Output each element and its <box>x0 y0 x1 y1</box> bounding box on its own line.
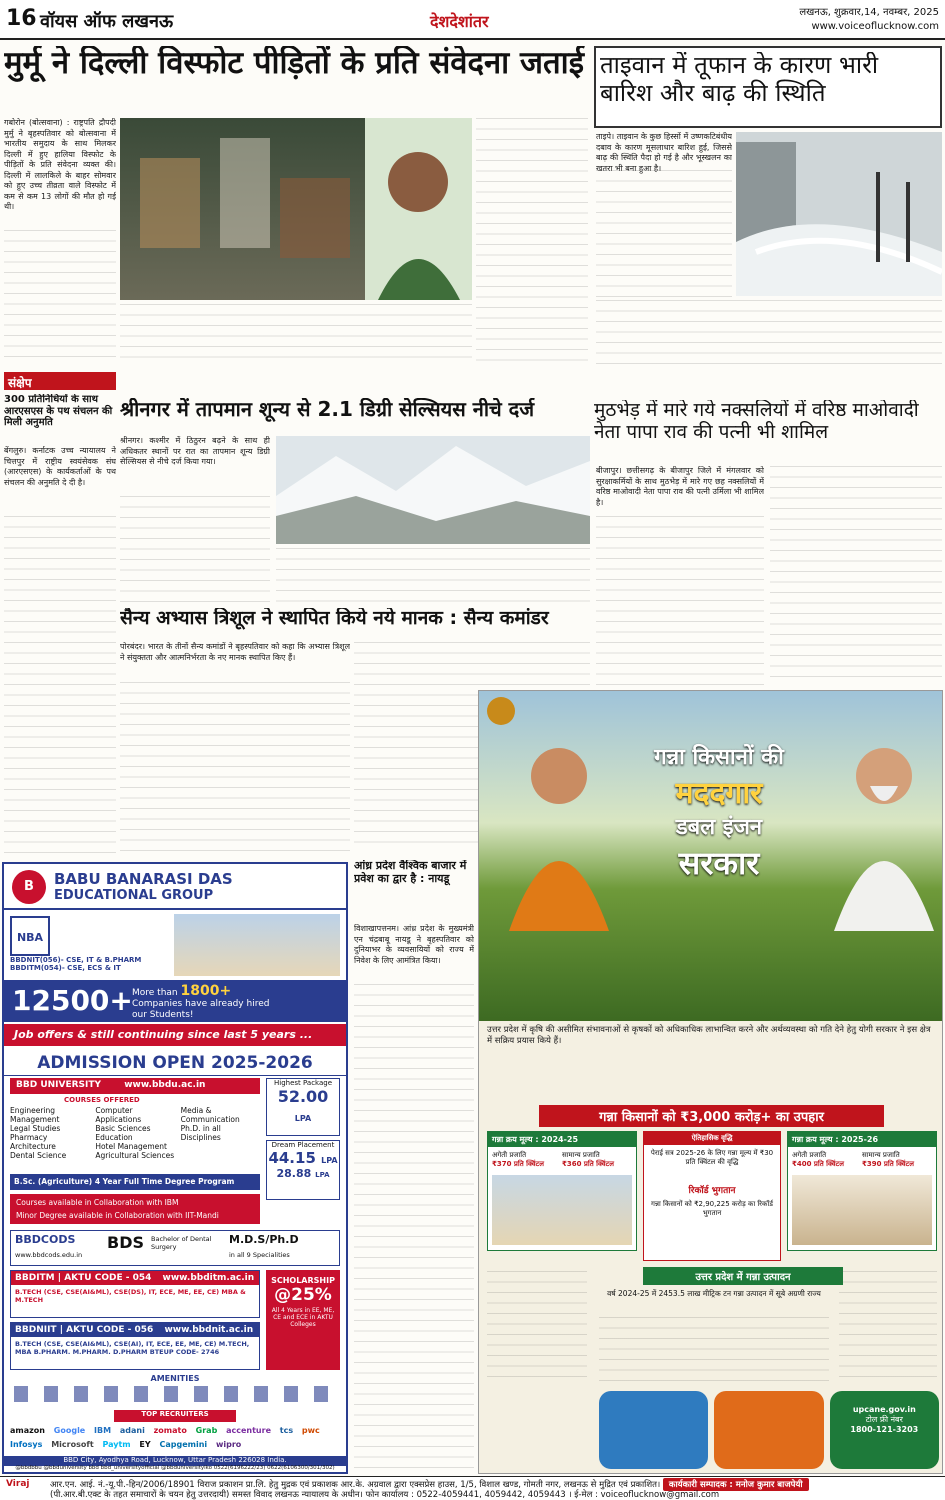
bbd-group-name: BABU BANARASI DAS <box>54 870 233 888</box>
kashmir-lead: श्रीनगर। कश्मीर में ठिठुरन बढ़ने के साथ ही अधिकतर स्थानों पर रात का तापमान शून्य डिग्री सेल्सियस से नीचे दर्ज किया गया। <box>120 436 270 466</box>
bsc-program-banner: B.Sc. (Agriculture) 4 Year Full Time Degree Program <box>10 1174 260 1190</box>
murmu-headline: मुर्मू ने दिल्ली विस्फोट पीड़ितों के प्रति संवेदना जताई <box>4 46 584 81</box>
govt-body: उत्तर प्रदेश में कृषि की असीमित संभावनाओं से कृषकों को अधिकाधिक लाभान्वित करने और अर्थव्यवस्था को गति देने हेतु योगी सरकार ने इस क्षेत्र में सक्रिय प्रयास किये हैं। <box>487 1025 931 1046</box>
cm-portrait <box>499 731 619 931</box>
highest-package-badge: Highest Package 52.00 LPA <box>266 1078 340 1136</box>
govt-heading-1: गन्ना किसानों की <box>654 745 784 770</box>
editor-label: कार्यकारी सम्पादक : मनोज कुमार बाजपेयी <box>663 1478 809 1491</box>
upcane-site-link[interactable]: upcane.gov.in <box>852 1405 916 1414</box>
courses-title: COURSES OFFERED <box>64 1096 140 1104</box>
recruiters-title: TOP RECRUITERS <box>114 1410 236 1422</box>
up-govt-emblem <box>487 697 515 725</box>
dateline: लखनऊ, शुक्रवार,14, नवम्बर, 2025 www.voiceoflucknow.com <box>799 7 939 32</box>
bbd-group-subname: EDUCATIONAL GROUP <box>54 888 214 903</box>
placements-tagline: Job offers & still continuing since last 5 years ... <box>4 1024 346 1046</box>
govt-heading-2: मददगार <box>675 776 763 811</box>
amenities-row <box>14 1386 336 1402</box>
publisher-logo: Viraj <box>6 1479 30 1489</box>
campus-photo <box>174 914 340 976</box>
bbdu-site-link[interactable]: www.bbdu.ac.in <box>124 1080 206 1090</box>
govt-heading-3: डबल इंजन <box>675 815 763 840</box>
kashmir-photo <box>276 436 590 544</box>
bbd-advertisement[interactable]: B BABU BANARASI DAS EDUCATIONAL GROUP NBA BBDNIT(056)- CSE, IT & B.PHARM BBDITM(054)- CSE, ECS & IT 12500+ More than 1800+ Companies have already hired our Students! Job offers & still continuing since last 5 years ... ADMISSION OPEN 2025-2026 BBD UNIVERSITY www.bbdu.ac.in COURSES OFFERED Engineering Management Legal Studies Pharmacy Architecture Dental Science Computer Applications Basic Sciences Education Hotel Management Agricultural Sciences Media & Communication Ph.D. in all Disciplines Highest Package 52.00 LPA Dream Placement 44.15 LPA 28.88 LPA B.Sc. (Agriculture) 4 Year Full Time Degree Program Courses available in Collaboration with IBM Minor Degree available in Collaboration with IIT-Mandi BBDCODS www.bbdcods.edu.in BDS Bachelor of Dental Surgery M.D.S/Ph.D in all 9 Specialities BBDITM | AKTU CODE - 054 www.bbditm.ac.in B.TECH (CSE, CSE(AI&ML), CSE(DS), IT, ECE, ME, EE, CE) MBA & M.TECH BBDNIIT | AKTU CODE - 056 www.bbdnit.ac.in B.TECH (CSE, CSE(AI&ML), CSE(AI), IT, ECE, EE, ME, CE) M.TECH, MBA B.PHARM. M.PHARM. D.PHARM BTEUP CODE- 2746 SCHOLARSHIP @25% All 4 Years in EE, ME, CE and ECE in AKTU Colleges AMENITIES TOP RECRUITERS amazon Google IBM adani zomato Grab accenture tcs pwc Infosys Microsoft Paytm EY Capgemini wipro BBD City, Ayodhya Road, Lucknow, Uttar Pradesh 226028 India. @bbdbbu @bbduniversity bbd bbd_universityofficial @bbduniversitylko 0522(6196222/23) 0622(6106300/301/302) <box>2 862 348 1474</box>
govt-heading-4: सरकार <box>678 844 760 882</box>
dream-package-badge: Dream Placement 44.15 LPA 28.88 LPA <box>266 1140 340 1200</box>
sidebar-headline: 300 प्रतिनिधियों के साथ आरएसएस के पथ संचलन की मिली अनुमति <box>4 394 113 428</box>
contact-line: (पी.आर.बी.एक्ट के तहत समाचारों के चयन हेतु उत्तरदायी) समस्त विवाद लखनऊ न्यायालय के अधीन। फोन कार्यालय : 0522-4059441, 4059442, 4059443 । ई-मेल : voiceoflucknow@gmail.com <box>50 1490 720 1500</box>
trishul-headline: सैन्य अभ्यास त्रिशूल ने स्थापित किये नये मानक : सैन्य कमांडर <box>120 608 549 629</box>
sidebar-kicker: संक्षेप <box>8 376 32 390</box>
pm-portrait <box>824 731 943 931</box>
sidebar-kicker-bar <box>4 372 116 390</box>
bbdnit-site-link[interactable]: www.bbdnit.ac.in <box>164 1325 254 1335</box>
contact-strip: upcane.gov.in टोल फ्री नंबर 1800-121-3203 <box>599 1391 939 1469</box>
bbd-social: @bbdbbu @bbduniversity bbd bbd_universityofficial @bbduniversitylko 0522(6196222/23) 0622(6106300/301/302) <box>15 1465 335 1471</box>
bbdcods-site-link[interactable]: www.bbdcods.edu.in <box>15 1251 83 1259</box>
admission-banner: ADMISSION OPEN 2025-2026 <box>4 1050 346 1076</box>
placements-count: 12500+ <box>12 984 133 1017</box>
bbdcods-label: BBDCODS <box>15 1233 76 1246</box>
naidu-headline: आंध्र प्रदेश वैश्विक बाजार में प्रवेश का द्वार है : नायडू <box>354 860 467 885</box>
paper-name: वॉयस ऑफ लखनऊ <box>40 11 174 32</box>
taiwan-headline: ताइवान में तूफान के कारण भारी बारिश और बाढ़ की स्थिति <box>600 52 879 107</box>
production-text: वर्ष 2024-25 में 2453.5 लाख मीट्रिक टन गन्ना उत्पादन में सूबे अग्रणी राज्य <box>607 1289 821 1298</box>
gift-title: गन्ना किसानों को ₹3,000 करोड़+ का उपहार <box>539 1105 884 1127</box>
naxal-headline: मुठभेड़ में मारे गये नक्सलियों में वरिष्ठ माओवादी नेता पापा राव की पत्नी भी शामिल <box>594 400 919 443</box>
murmu-photo <box>120 118 472 300</box>
recruiters-logos: amazon Google IBM adani zomato Grab accenture tcs pwc Infosys Microsoft Paytm EY Capgemini wipro <box>10 1426 320 1449</box>
murmu-lead: गबोरोन (बोत्सवाना) : राष्ट्रपति द्रौपदी मुर्मु ने बृहस्पतिवार को बोत्सवाना में भारतीय समुदाय के साथ मिलकर दिल्ली में हुए हालिया विस्फोट के पीड़ितों के प्रति संवेदना व्यक्त की। दिल्ली में लालकिले के बाहर सोमवार को हुए उच्च तीव्रता वाले विस्फोट में कम से कम 13 लोगों की मौत हो गई थी। <box>4 118 116 211</box>
naidu-lead: विशाखापत्तनम। आंध्र प्रदेश के मुख्यमंत्री एन चंद्रबाबू नायडू ने बृहस्पतिवार को दुनियाभर के व्यवसायियों को राज्य में निवेश के लिए आमंत्रित किया। <box>354 924 474 965</box>
taiwan-lead: ताइपे। ताइवान के कुछ हिस्सों में उष्णकटिबंधीय दबाव के कारण मूसलाधार बारिश हुई, जिससे बाढ़ की स्थिति पैदा हो गई है और भूस्खलन का खतरा भी बना हुआ है। <box>596 132 732 173</box>
website-link[interactable]: www.voiceoflucknow.com <box>811 21 939 32</box>
naac-badge: NBA <box>10 916 50 956</box>
farmers-group-photo <box>792 1175 932 1245</box>
page-number: 16 <box>6 6 37 31</box>
toll-free-number[interactable]: 1800-121-3203 <box>850 1425 919 1434</box>
scholarship-badge: SCHOLARSHIP @25% All 4 Years in EE, ME, CE and ECE in AKTU Colleges <box>266 1270 340 1370</box>
trishul-lead: पोरबंदर। भारत के तीनों सैन्य कमांडों ने बृहस्पतिवार को कहा कि अभ्यास त्रिशूल ने संयुक्तता और आत्मनिर्भरता के नए मानक स्थापित किए हैं। <box>120 642 350 662</box>
section-label: देशदेशांतर <box>430 12 489 31</box>
taiwan-photo <box>736 132 942 296</box>
courses-list: Engineering Management Legal Studies Pharmacy Architecture Dental Science Computer Applications Basic Sciences Education Hotel Management Agricultural Sciences Media & Communication Ph.D. in all Disciplines <box>10 1106 240 1160</box>
bbditm-site-link[interactable]: www.bbditm.ac.in <box>162 1273 255 1283</box>
imprint-footer <box>0 1476 945 1500</box>
upgovt-advertisement[interactable]: गन्ना किसानों की मददगार डबल इंजन सरकार उत्तर प्रदेश में कृषि की असीमित संभावनाओं से कृषकों को अधिकाधिक लाभान्वित करने और अर्थव्यवस्था को गति देने हेतु योगी सरकार ने इस क्षेत्र में सक्रिय प्रयास किये हैं। गन्ना किसानों को ₹3,000 करोड़+ का उपहार गन्ना क्रय मूल्य : 2024-25 अगेती प्रजाति ₹370 प्रति क्विंटल सामान्य प्रजाति ₹360 प्रति क्विंटल ऐतिहासिक वृद्धि पेराई सत्र 2025-26 के लिए गन्ना मूल्य में ₹30 प्रति क्विंटल की वृद्धि रिकॉर्ड भुगतान गन्ना किसानों को ₹2,90,225 करोड़ का रिकॉर्ड भुगतान गन्ना क्रय मूल्य : 2025-26 अगेती प्रजाति ₹400 प्रति क्विंटल सामान्य प्रजाति ₹390 प्रति क्विंटल उत्तर प्रदेश में गन्ना उत्पादन वर्ष 2024-25 में 2453.5 लाख मीट्रिक टन गन्ना उत्पादन में सूबे अग्रणी राज्य upcane.gov.in टोल फ्री नंबर 1800-121-3203 <box>478 690 943 1474</box>
masthead <box>0 0 945 40</box>
production-title: उत्तर प्रदेश में गन्ना उत्पादन <box>643 1267 843 1285</box>
naxal-lead: बीजापुर। छत्तीसगढ़ के बीजापुर जिले में मंगलवार को सुरक्षाकर्मियों के साथ मुठभेड़ में मारे गए छह नक्सलियों में वरिष्ठ माओवादी नेता पापा राव की पत्नी उर्मिला भी शामिल है। <box>596 466 764 507</box>
kashmir-headline: श्रीनगर में तापमान शून्य से 2.1 डिग्री सेल्सियस नीचे दर्ज <box>120 398 535 421</box>
bbd-logo: B <box>12 870 46 904</box>
sidebar-lead: बेंगलुरु। कर्नाटक उच्च न्यायालय ने चित्तपुर में राष्ट्रीय स्वयंसेवक संघ (आरएसएस) के कार्यकर्ताओं के पथ संचलन की अनुमति दे दी है। <box>4 446 116 487</box>
sugar-mill-photo <box>492 1175 632 1245</box>
imprint-line: आर.एन. आई. नं.-यू.पी.-हिन/2006/18901 विराज प्रकाशन प्रा.लि. हेतु मुद्रक एवं प्रकाशक आर.के. अग्रवाल द्वारा एक्सप्रेस हाउस, 1/5, विशाल खण्ड, गोमती नगर, लखनऊ से मुद्रित एवं प्रकाशित। कार्यकारी सम्पादक : मनोज कुमार बाजपेयी <box>50 1478 940 1491</box>
bbd-address: BBD City, Ayodhya Road, Lucknow, Uttar Pradesh 226028 India. <box>4 1456 346 1466</box>
amenities-title: AMENITIES <box>150 1374 200 1383</box>
